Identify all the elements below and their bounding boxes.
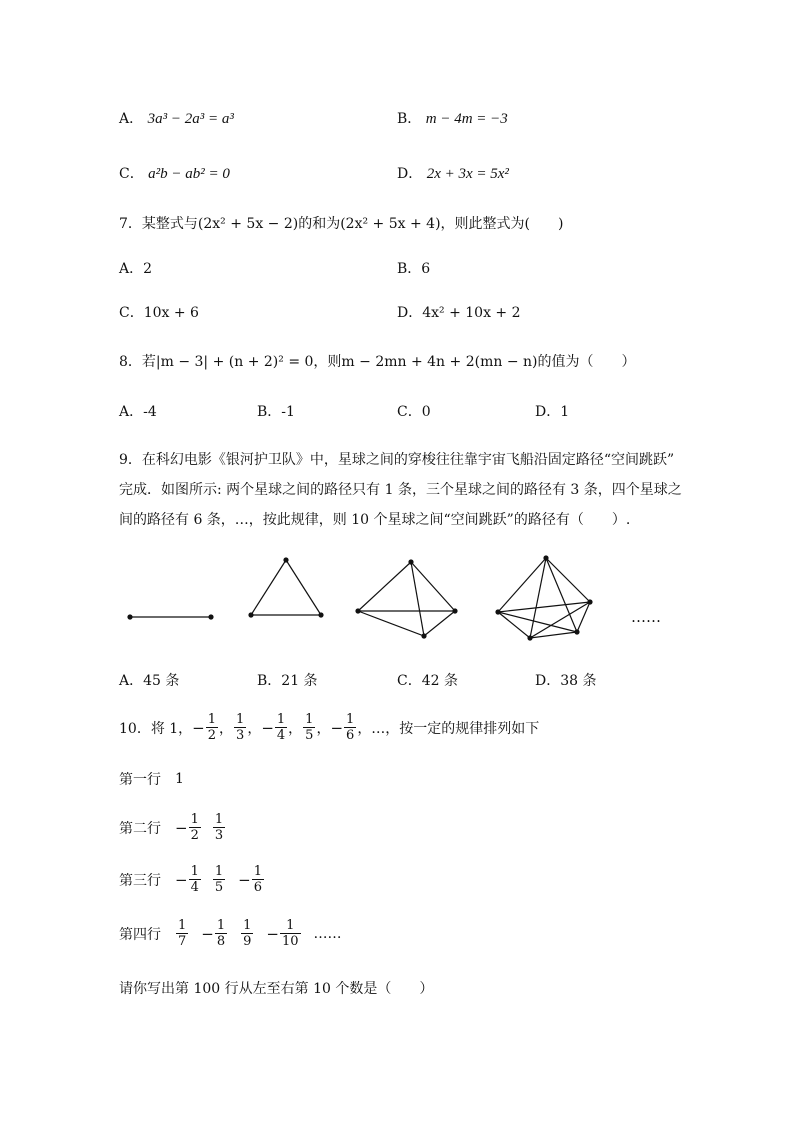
row2-fraction: $\frac{1}{2}$ xyxy=(190,812,199,843)
graph4-edge xyxy=(411,562,424,636)
graph4-edge xyxy=(358,611,424,636)
seq-fraction: $\frac{1}{6}$ xyxy=(346,712,355,743)
seq-sign: − xyxy=(238,870,251,889)
row4-fraction: $\frac{1}{7}$ xyxy=(178,918,187,949)
seq-fraction: $\frac{1}{5}$ xyxy=(305,712,314,743)
q10-stem: 10．将 1， − $\frac{1}{2}$ ， $\frac{1}{3}$ ， − $\frac{1}{4}$ ， $\frac{1}{5}$ ， − $\frac{1}{6}$ ，…，按一定的规律排列如下 xyxy=(119,712,540,743)
graph3-node xyxy=(283,557,288,562)
seq-sign: − xyxy=(266,924,279,943)
graph4-node xyxy=(355,608,360,613)
graph5-edge xyxy=(498,558,546,612)
graph5-edge xyxy=(530,558,546,638)
row3-label: 第三行 xyxy=(119,872,161,889)
q7-stem: 7．某整式与(2x² + 5x − 2)的和为(2x² + 5x + 4)，则此整式为( ) xyxy=(119,216,564,232)
row3-fraction: $\frac{1}{6}$ xyxy=(253,864,262,895)
seq-sign: − xyxy=(201,924,214,943)
q8-option-b[interactable]: B．-1 xyxy=(257,404,295,420)
row4-ellipsis: …… xyxy=(313,925,342,942)
q6-option-a[interactable] xyxy=(119,108,234,128)
q8-option-a[interactable]: A．-4 xyxy=(119,404,157,420)
seq-sign: − xyxy=(192,718,205,737)
q10-row3 xyxy=(119,864,265,895)
row1-value: 1 xyxy=(175,771,184,787)
q6-option-a-label: A． xyxy=(119,111,144,127)
seq-fraction: $\frac{1}{3}$ xyxy=(236,712,245,743)
q9-stem-line3: 间的路径有 6 条，…，按此规律，则 10 个星球之间“空间跳跃”的路径有（ ）. xyxy=(119,512,631,528)
graph5-node xyxy=(574,629,579,634)
graph-five-stars xyxy=(495,555,592,640)
seq-fraction: $\frac{1}{4}$ xyxy=(276,712,286,743)
graph5-node xyxy=(527,635,532,640)
graph2-node xyxy=(127,614,132,619)
row4-fraction: $\frac{1}{10}$ xyxy=(282,918,299,949)
graph3-node xyxy=(318,612,323,617)
row3-fraction: $\frac{1}{4}$ xyxy=(190,864,199,895)
graph4-node xyxy=(421,633,426,638)
q6-option-d[interactable] xyxy=(397,163,509,183)
q9-option-b[interactable]: B．21 条 xyxy=(257,673,318,689)
q9-figure-ellipsis: …… xyxy=(631,608,661,626)
graph5-node xyxy=(495,609,500,614)
q9-stem-line1: 9．在科幻电影《银河护卫队》中，星球之间的穿梭往往靠宇宙飞船沿固定路径“空间跳跃” xyxy=(119,452,675,468)
graph3-edge xyxy=(286,560,321,615)
q10-row4 xyxy=(119,918,342,949)
graph4-edge xyxy=(358,562,411,611)
seq-sign: − xyxy=(330,718,344,737)
q6-option-d-label: D． xyxy=(397,166,423,182)
seq-sign: − xyxy=(261,718,274,737)
q10-row1 xyxy=(119,769,184,789)
q6-option-d-expr: 2x + 3x = 5x² xyxy=(426,166,509,182)
q10-stem-prefix: 10．将 1， xyxy=(119,720,193,737)
q6-option-c-label: C． xyxy=(119,166,144,182)
row4-fraction: $\frac{1}{9}$ xyxy=(243,918,252,949)
q6-option-b-label: B． xyxy=(397,111,422,127)
q8-stem: 8．若|m − 3| + (n + 2)² = 0，则m − 2mn + 4n + 2(mn − n)的值为（ ） xyxy=(119,354,636,370)
graph4-node xyxy=(408,559,413,564)
q6-option-a-expr: 3a³ − 2a³ = a³ xyxy=(147,111,234,127)
graph5-edge xyxy=(546,558,577,632)
graph-four-stars xyxy=(355,559,457,638)
q6-option-b[interactable] xyxy=(397,108,508,128)
q8-option-c[interactable]: C．0 xyxy=(397,404,431,420)
row4-fraction: $\frac{1}{8}$ xyxy=(216,918,226,949)
graph3-edge xyxy=(251,560,286,615)
seq-sign: − xyxy=(175,818,188,837)
graph4-edge xyxy=(411,562,455,611)
graph5-edge xyxy=(530,632,577,638)
q8-option-d[interactable]: D．1 xyxy=(535,404,570,420)
q7-option-a[interactable]: A．2 xyxy=(119,261,153,277)
graph5-node xyxy=(543,555,548,560)
q6-option-b-expr: m − 4m = −3 xyxy=(425,111,508,127)
q7-option-b[interactable]: B．6 xyxy=(397,261,431,277)
row2-label: 第二行 xyxy=(119,820,161,837)
row4-label: 第四行 xyxy=(119,926,161,943)
q9-star-graphs xyxy=(110,545,670,645)
q10-row2 xyxy=(119,812,226,843)
graph5-edge xyxy=(546,558,590,602)
row3-fraction: $\frac{1}{5}$ xyxy=(214,864,224,895)
graph5-node xyxy=(587,599,592,604)
row2-fraction: $\frac{1}{3}$ xyxy=(214,812,224,843)
q9-stem-line2: 完成．如图所示: 两个星球之间的路径只有 1 条，三个星球之间的路径有 3 条，四个星球之 xyxy=(119,482,682,498)
seq-fraction: $\frac{1}{2}$ xyxy=(207,712,217,743)
graph-two-stars xyxy=(127,614,213,619)
q10-question: 请你写出第 100 行从左至右第 10 个数是（ ） xyxy=(119,981,434,997)
q7-option-c[interactable]: C．10x + 6 xyxy=(119,305,199,321)
q9-option-a[interactable]: A．45 条 xyxy=(119,673,180,689)
graph-three-stars xyxy=(248,557,323,617)
graph4-edge xyxy=(424,611,455,636)
q7-option-d[interactable]: D．4x² + 10x + 2 xyxy=(397,305,521,321)
q10-stem-suffix: ，…，按一定的规律排列如下 xyxy=(357,720,540,737)
seq-sign: − xyxy=(175,870,188,889)
row1-label: 第一行 xyxy=(119,772,161,788)
q6-option-c-expr: a²b − ab² = 0 xyxy=(148,166,230,182)
graph3-node xyxy=(248,612,253,617)
q9-option-c[interactable]: C．42 条 xyxy=(397,673,458,689)
graph2-node xyxy=(208,614,213,619)
q9-option-d[interactable]: D．38 条 xyxy=(535,673,597,689)
graph4-node xyxy=(452,608,457,613)
q6-option-c[interactable] xyxy=(119,163,230,183)
